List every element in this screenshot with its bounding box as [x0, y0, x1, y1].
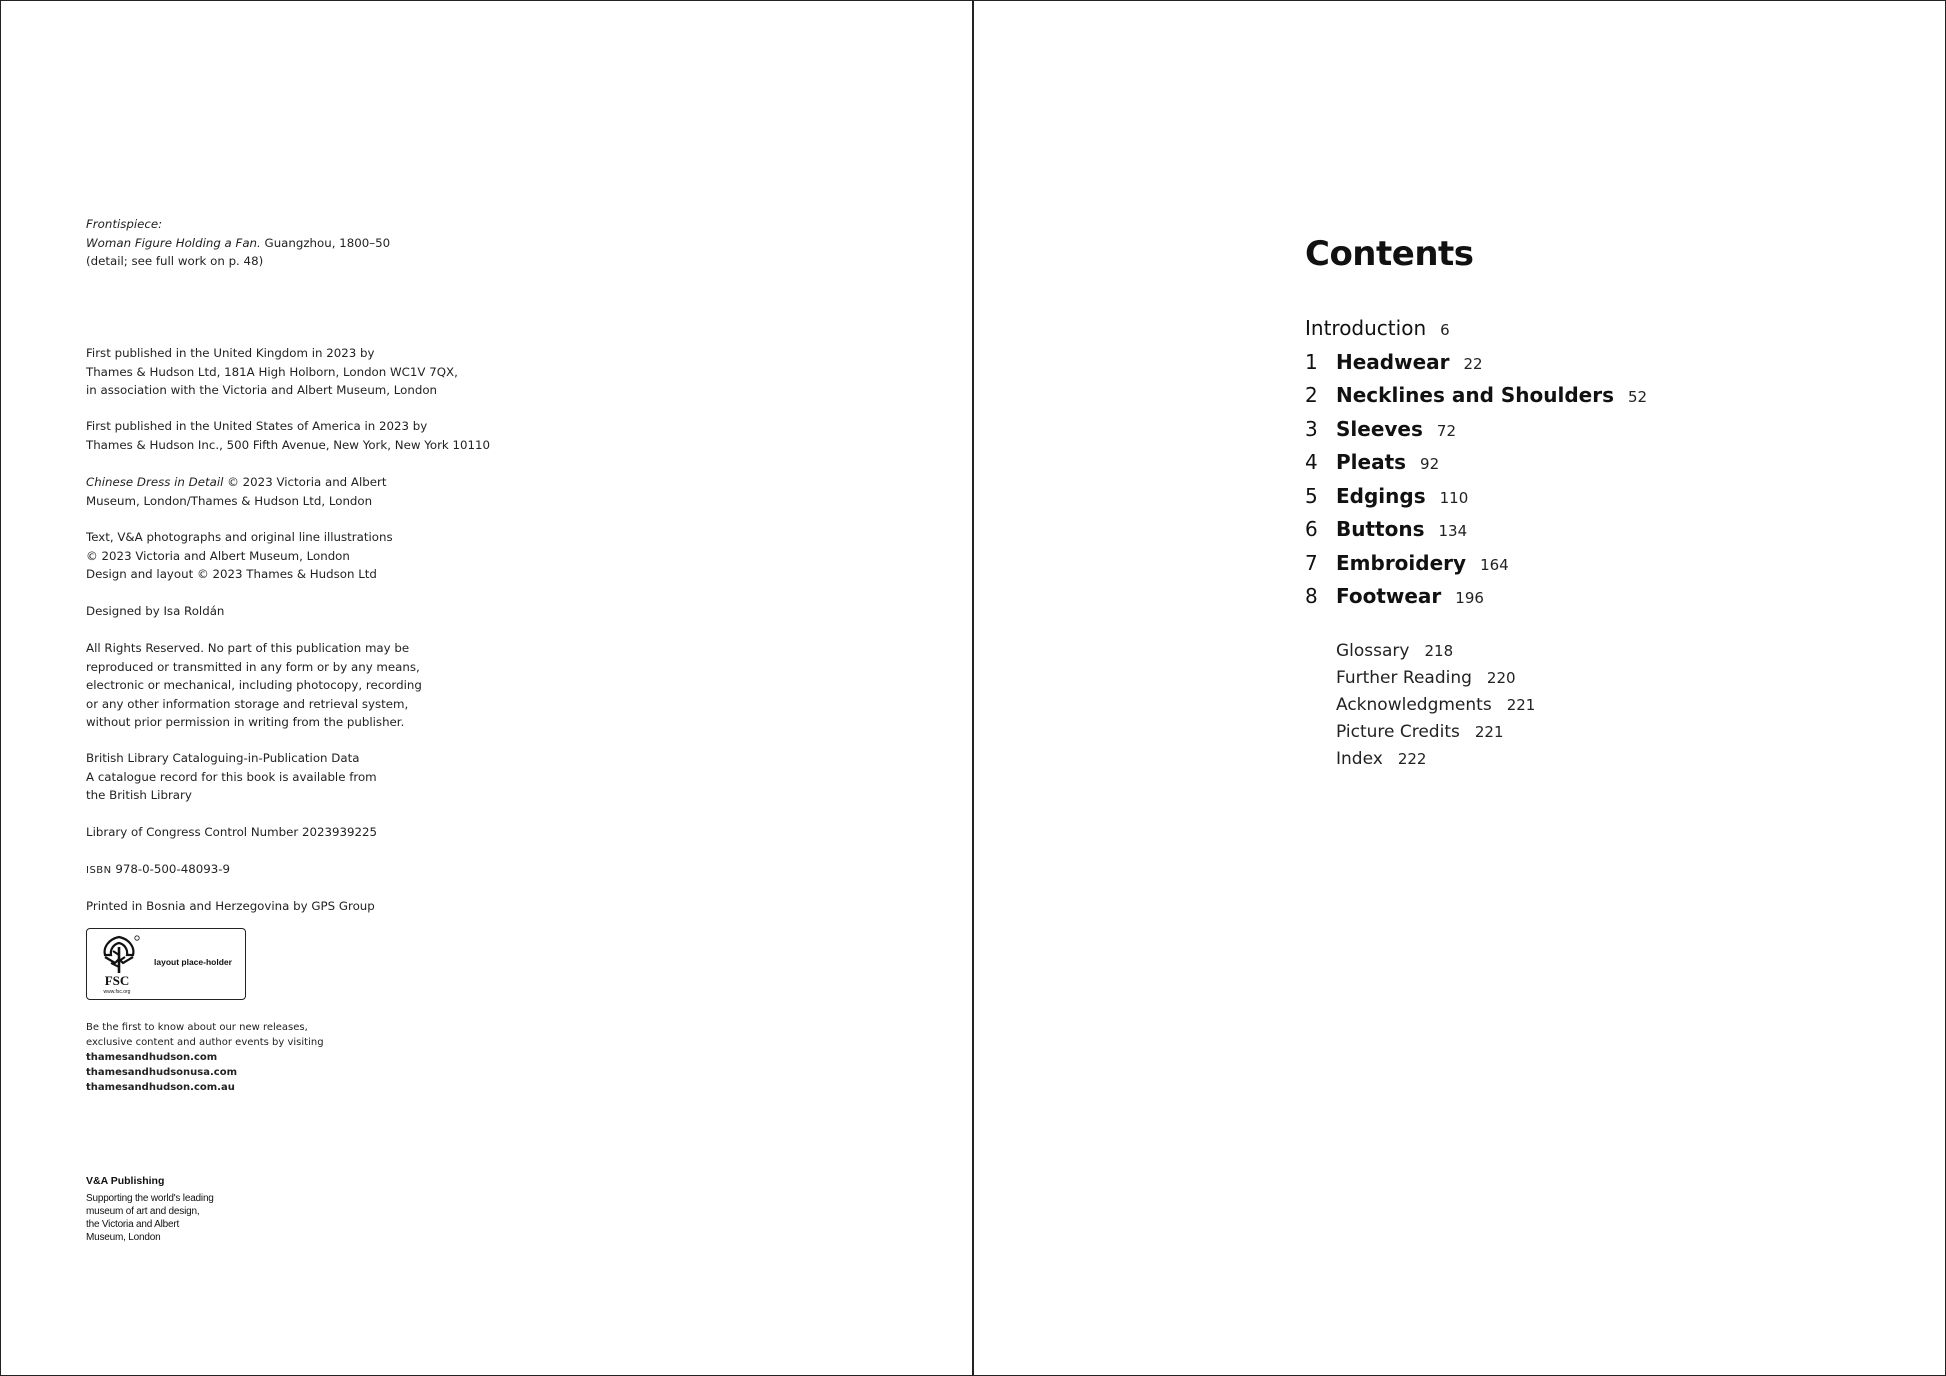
text-copyright-line: © 2023 Victoria and Albert Museum, London: [86, 548, 350, 563]
toc-entry-label: Edgings: [1336, 483, 1426, 508]
cip-block: [86, 749, 586, 805]
text-copyright-line: Design and layout © 2023 Thames & Hudson Ltd: [86, 567, 377, 581]
promo-line: exclusive content and author events by visiting: [86, 1037, 324, 1048]
promo-site-link[interactable]: thamesandhudson.com: [86, 1052, 218, 1063]
toc-chapter-number: 1: [1305, 349, 1318, 374]
book-copyright-line: [86, 473, 586, 492]
rights-line: reproduced or transmitted in any form or by any means,: [86, 659, 420, 674]
toc-entry-page: 52: [1627, 388, 1648, 406]
frontispiece-work-title: Woman Figure Holding a Fan.: [86, 235, 261, 250]
toc-chapter-number: 6: [1305, 517, 1318, 541]
toc-entry-page: 164: [1480, 555, 1509, 574]
toc-entry-label: Sleeves: [1336, 416, 1423, 441]
frontispiece-work-line: [86, 234, 586, 253]
contents-title: Contents: [1305, 234, 1474, 274]
toc-label-wrap: [1336, 517, 1467, 541]
rights-line: All Rights Reserved. No part of this publication may be: [86, 641, 410, 655]
toc-intro-wrap: [1305, 316, 1450, 340]
va-tagline-line: museum of art and design,: [86, 1206, 200, 1217]
isbn-line: [86, 860, 586, 881]
promo-block: [86, 1020, 324, 1095]
toc-entry-page: 218: [1424, 642, 1454, 660]
toc-entry-label: Necklines and Shoulders: [1336, 383, 1614, 407]
fsc-logo-text: FSC: [104, 973, 130, 988]
toc-label-wrap: [1336, 383, 1647, 407]
printed-in: Printed in Bosnia and Herzegovina by GPS Group: [86, 899, 375, 913]
va-tagline-line: Museum, London: [86, 1232, 161, 1243]
frontispiece-detail-note: (detail; see full work on p. 48): [86, 254, 264, 268]
toc-entry-label: Introduction: [1305, 316, 1427, 340]
us-publication-line: First published in the United States of America in 2023 by: [86, 419, 428, 433]
toc-entry-label: Further Reading: [1336, 668, 1472, 688]
fsc-tree-icon: [95, 933, 143, 995]
fsc-placeholder-box: [86, 928, 246, 1000]
toc-entry-page: 134: [1438, 522, 1468, 540]
va-publishing-tagline: [86, 1192, 236, 1244]
toc-chapter-number: 4: [1305, 450, 1318, 474]
toc-label-wrap: [1336, 350, 1483, 374]
frontispiece-place-date: Guangzhou, 1800–50: [260, 235, 391, 250]
rights-block: [86, 639, 586, 732]
toc-label-wrap: [1336, 584, 1484, 608]
toc-entry-label: Picture Credits: [1336, 722, 1460, 742]
book-copyright-block: [86, 473, 586, 510]
toc-entry-page: 92: [1420, 455, 1440, 473]
toc-entry-page: 222: [1397, 750, 1427, 768]
isbn-label: ISBN: [86, 865, 112, 876]
designer-credit: Designed by Isa Roldán: [86, 604, 225, 618]
toc-entry-label: Embroidery: [1336, 550, 1467, 575]
toc-entry-label: Buttons: [1336, 517, 1425, 541]
toc-entry-page: 220: [1486, 669, 1516, 687]
fsc-placeholder-label: layout place-holder: [154, 957, 232, 967]
toc-entry-back-matter[interactable]: [1336, 695, 1535, 722]
frontispiece-heading: Frontispiece:: [86, 217, 163, 231]
toc-chapter-number: 7: [1305, 550, 1318, 575]
book-copyright-line: Museum, London/Thames & Hudson Ltd, London: [86, 493, 373, 508]
toc-entry-page: 22: [1463, 354, 1483, 373]
isbn-value: 978-0-500-48093-9: [111, 862, 230, 876]
toc-entry-label: Headwear: [1336, 349, 1450, 374]
toc-entry-label: Pleats: [1336, 450, 1407, 474]
promo-line: Be the first to know about our new releases,: [86, 1022, 308, 1033]
loc-number: Library of Congress Control Number 2023939225: [86, 825, 378, 839]
uk-publication-line: Thames & Hudson Ltd, 181A High Holborn, London WC1V 7QX,: [86, 364, 458, 379]
toc-chapter-number: 2: [1305, 383, 1318, 407]
va-tagline-line: the Victoria and Albert: [86, 1219, 180, 1230]
toc-entry-label: Index: [1336, 749, 1383, 769]
toc-entry-back-matter[interactable]: [1336, 641, 1535, 668]
promo-site-link[interactable]: thamesandhudsonusa.com: [86, 1067, 238, 1078]
promo-site-link[interactable]: thamesandhudson.com.au: [86, 1082, 235, 1093]
us-publication-line: Thames & Hudson Inc., 500 Fifth Avenue, New York, New York 10110: [86, 437, 491, 452]
us-publication-block: [86, 417, 586, 454]
cip-line: the British Library: [86, 788, 192, 802]
rights-line: or any other information storage and retrieval system,: [86, 696, 409, 711]
frontispiece-caption: [86, 215, 586, 271]
fsc-logo-url: www.fsc.org: [103, 989, 131, 995]
toc-label-wrap: [1336, 484, 1468, 508]
toc-entry-page: 221: [1474, 723, 1504, 741]
toc-entry-back-matter[interactable]: [1336, 749, 1535, 776]
uk-publication-line: in association with the Victoria and Albert Museum, London: [86, 383, 438, 397]
toc-chapter-number: 3: [1305, 416, 1318, 441]
toc-entry-page: 110: [1439, 488, 1469, 507]
va-publishing-title: V&A Publishing: [86, 1175, 165, 1187]
text-copyright-line: Text, V&A photographs and original line illustrations: [86, 530, 393, 544]
va-publishing-block: [86, 1175, 236, 1244]
book-title: Chinese Dress in Detail: [86, 475, 224, 489]
toc-entry-label: Acknowledgments: [1336, 695, 1492, 715]
toc-entry-page: 6: [1440, 321, 1450, 339]
toc-entry-label: Glossary: [1336, 641, 1410, 661]
toc-entry-back-matter[interactable]: [1336, 722, 1535, 749]
toc-entry-label: Footwear: [1336, 584, 1442, 608]
toc-label-wrap: [1336, 417, 1456, 441]
uk-publication-line: First published in the United Kingdom in 2023 by: [86, 346, 375, 360]
rights-line: without prior permission in writing from the publisher.: [86, 715, 405, 729]
toc-entry-back-matter[interactable]: [1336, 668, 1535, 695]
va-tagline-line: Supporting the world's leading: [86, 1193, 214, 1204]
cip-line: British Library Cataloguing-in-Publication Data: [86, 751, 360, 765]
toc-label-wrap: [1336, 551, 1509, 575]
toc-entry-page: 221: [1506, 696, 1536, 714]
toc-label-wrap: [1336, 450, 1439, 474]
toc-entry-page: 72: [1436, 421, 1456, 440]
uk-publication-block: [86, 344, 586, 400]
text-copyright-block: [86, 528, 586, 584]
cip-line: A catalogue record for this book is available from: [86, 769, 377, 784]
toc-back-matter-list: [1336, 641, 1535, 776]
toc-chapter-number: 8: [1305, 584, 1318, 608]
toc-entry-page: 196: [1455, 589, 1484, 607]
toc-chapter-number: 5: [1305, 483, 1318, 508]
book-copyright-rest: © 2023 Victoria and Albert: [223, 475, 387, 489]
rights-line: electronic or mechanical, including photocopy, recording: [86, 678, 422, 692]
